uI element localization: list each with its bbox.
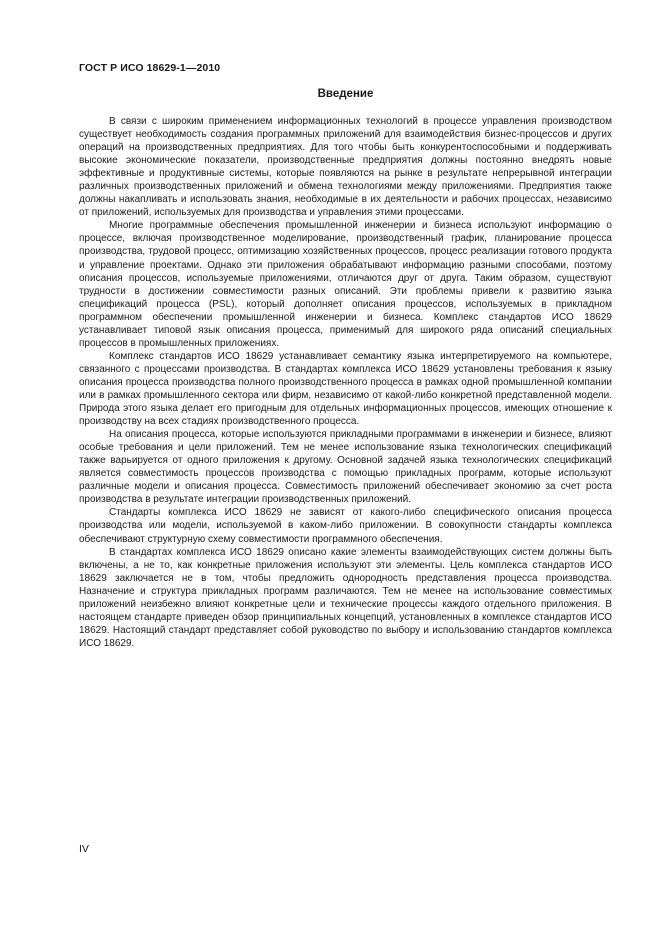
paragraph-5: Стандарты комплекса ИСО 18629 не зависят от какого-либо специфического описания процесса производства или модели, используемой в каком-либо приложении. В совокупности стандарты комплекса обеспечивают структурную схему совместимости программного обеспечения. <box>79 507 612 545</box>
paragraph-6: В стандартах комплекса ИСО 18629 описано какие элементы взаимодействующих систем должны быть включены, а не то, как конкретные приложения используют эти элементы. Цель комплекса стандартов ИСО 18629 заключается не в том, чтобы предложить однородность представления процесса производства. Назначение и структура прикладных программ различаются. Тем не менее на использование совместимых приложений неизбежно влияют конкретные цели и технические процессы каждого отдельного приложения. В настоящем стандарте приведен обзор принципиальных концепций, установленных в комплексе стандартов ИСО 18629. Настоящий стандарт представляет собой руководство по выбору и использованию стандартов комплекса ИСО 18629. <box>79 546 612 649</box>
document-code: ГОСТ Р ИСО 18629-1—2010 <box>79 62 221 74</box>
paragraph-2: Многие программные обеспечения промышленной инженерии и бизнеса используют информацию о процессе, включая производственное моделирование, производственный график, планирование процесса производства, трудовой процесс, оптимизацию хозяйственных процессов, процесс реализации готового продукта и управление проектами. Однако эти приложения обрабатывают информацию разными способами, поэтому описания процессов, используемые приложениями, отличаются друг от друга. Таким образом, существуют трудности в достижении совместимости разных описаний. Эти проблемы привели к развитию языка спецификаций процесса (PSL), который дополняет описания процессов, используемых в прикладном программном обеспечении промышленной инженерии и бизнеса. Комплекс стандартов ИСО 18629 устанавливает типовой язык описания процесса, применимый для широкого ряда описаний специальных процессов в промышленных приложениях. <box>79 220 612 349</box>
page-number: IV <box>79 843 89 855</box>
paragraph-3: Комплекс стандартов ИСО 18629 устанавливает семантику языка интерпретируемого на компьютере, связанного с процессами производства. В стандартах комплекса ИСО 18629 установлены требования к языку описания процесса производства полного производственного процесса в рамках одной промышленной компании или в рамках промышленного сектора или фирм, независимо от какой-либо конкретной представленной модели. Природа этого языка делает его пригодным для отдельных информационных процессов, имеющих отношение к производству на всех стадиях производственного процесса. <box>79 350 612 428</box>
paragraph-4: На описания процесса, которые используются прикладными программами в инженерии и бизнесе, влияют особые требования и цели приложений. Тем не менее использование языка технологических спецификаций также варьируется от одного приложения к другому. Основной задачей языка технологических спецификаций является совместимость процессов производства с помощью прикладных программ, которые используют различные модели и описания процесса. Совместимость приложений обеспечивает экономию за счет роста производства в результате интеграции производственных приложений. <box>79 429 612 506</box>
paragraph-1: В связи с широким применением информационных технологий в процессе управления производством существует необходимость создания программных приложений для взаимодействия бизнес-процессов и других операций на производственных предприятиях. Для того чтобы быть конкурентоспособными и поддерживать высокие экономические показатели, производственные предприятия должны постоянно внедрять новые эффективные и продуктивные системы, которые появляются на рынке в результате непрерывной интеграции различных производственных приложений и обмена технологиями между приложениями. Предприятия также должны накапливать и использовать знания, необходимые в их деятельности и рабочих процессах, независимо от приложений, используемых для производства и управления этими процессами. <box>79 116 612 219</box>
section-title: Введение <box>317 88 374 100</box>
section-body <box>79 115 612 650</box>
